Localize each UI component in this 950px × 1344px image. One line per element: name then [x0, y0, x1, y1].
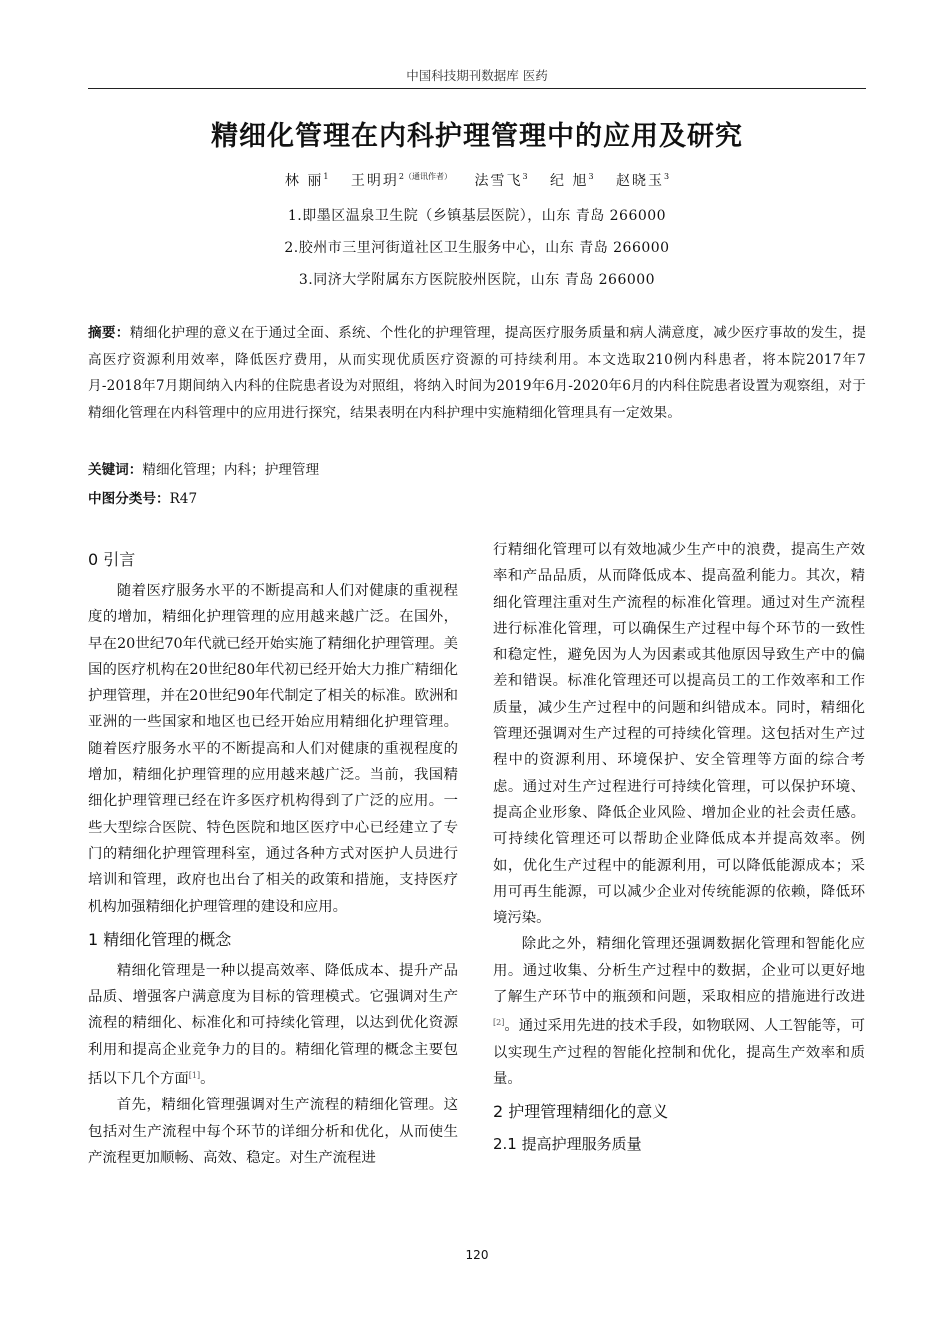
paragraph: 除此之外，精细化管理还强调数据化管理和智能化应用。通过收集、分析生产过程中的数据，企业可以更好地了解生产环节中的瓶颈和问题，采取相应的措施进行改进[2]。通过采用先进的技术手段，如物联网、人工智能等，可以实现生产过程的智能化控制和优化，提高生产效率和质量。 — [493, 936, 865, 1087]
author-list — [88, 170, 866, 190]
citation: [1] — [188, 1071, 201, 1081]
paper-title: 精细化管理在内科护理管理中的应用及研究 — [211, 121, 743, 152]
classification — [88, 487, 866, 507]
right-column — [493, 537, 865, 1160]
author: 林 丽$^1$ — [284, 172, 329, 189]
paragraph: 随着医疗服务水平的不断提高和人们对健康的重视程度的增加，精细化护理管理的应用越来越广泛。在国外，早在20世纪70年代就已经开始实施了精细化护理管理。美国的医疗机构在20世纪80年代初已经开始大力推广精细化护理管理，并在20世纪90年代制定了相关的标准。欧洲和亚洲的一些国家和地区也已经开始应用精细化护理管理。随着医疗服务水平的不断提高和人们对健康的重视程度的增加，精细化护理管理的应用越来越广泛。当前，我国精细化护理管理已经在许多医疗机构得到了广泛的应用。一些大型综合医院、特色医院和地区医疗中心已经建立了专门的精细化护理管理科室，通过各种方式对医护人员进行培训和管理，政府也出台了相关的政策和措施，支持医疗机构加强精细化护理管理的建设和应用。 — [88, 583, 458, 915]
keywords-text: 精细化管理；内科；护理管理 — [142, 462, 320, 478]
subsection-heading: 2.1 提高护理服务质量 — [493, 1135, 642, 1154]
paragraph: 精细化管理是一种以提高效率、降低成本、提升产品品质、增强客户满意度为目标的管理模式。它强调对生产流程的精细化、标准化和可持续化管理，以达到优化资源利用和提高企业竞争力的目的。精细化管理的概念主要包括以下几个方面[1]。 — [88, 962, 458, 1088]
keywords — [88, 458, 866, 478]
author: 王明玥$^{2(通讯作者)}$ — [350, 172, 452, 189]
abstract-label: 摘要： — [88, 325, 130, 341]
page-number: 120 — [465, 1248, 489, 1262]
author: 纪 旭$^3$ — [550, 172, 594, 189]
affiliation: 1.即墨区温泉卫生院（乡镇基层医院），山东 青岛 266000 — [287, 208, 667, 224]
header-rule — [88, 88, 866, 89]
abstract — [88, 320, 866, 426]
section-heading: 2 护理管理精细化的意义 — [493, 1102, 669, 1122]
paragraph: 首先，精细化管理强调对生产流程的精细化管理。这包括对生产流程中每个环节的详细分析和优化，从而使生产流程更加顺畅、高效、稳定。对生产流程进 — [88, 1097, 458, 1166]
citation: [2] — [493, 1018, 505, 1028]
classification-text: R47 — [169, 491, 198, 507]
author: 赵晓玉$^3$ — [616, 172, 670, 189]
running-header: 中国科技期刊数据库 医药 — [406, 68, 548, 83]
paragraph: 行精细化管理可以有效地减少生产中的浪费，提高生产效率和产品品质，从而降低成本、提高盈利能力。其次，精细化管理注重对生产流程的标准化管理。通过对生产流程进行标准化管理，可以确保生产过程中每个环节的一致性和稳定性，避免因为人为因素或其他原因导致生产中的偏差和错误。标准化管理还可以提高员工的工作效率和工作质量，减少生产过程中的问题和纠错成本。同时，精细化管理还强调对生产过程的可持续化管理。这包括对生产过程中的资源利用、环境保护、安全管理等方面的综合考虑。通过对生产过程进行可持续化管理，可以保护环境、提高企业形象、降低企业风险、增加企业的社会责任感。可持续化管理还可以帮助企业降低成本并提高效率。例如，优化生产过程中的能源利用，可以降低能源成本；采用可再生能源，可以减少企业对传统能源的依赖，降低环境污染。 — [493, 542, 865, 927]
abstract-text: 精细化护理的意义在于通过全面、系统、个性化的护理管理，提高医疗服务质量和病人满意度，减少医疗事故的发生，提高医疗资源利用效率，降低医疗费用，从而实现优质医疗资源的可持续利用。本文选取210例内科患者，将本院2017年7月-2018年7月期间纳入内科的住院患者设为对照组，将纳入时间为2019年6月-2020年6月的内科住院患者设置为观察组，对于精细化管理在内科管理中的应用进行探究，结果表明在内科护理中实施精细化管理具有一定效果。 — [88, 325, 866, 421]
affiliation: 3.同济大学附属东方医院胶州医院，山东 青岛 266000 — [298, 272, 656, 288]
left-column — [88, 540, 458, 1171]
section-heading: 0 引言 — [88, 550, 136, 569]
affiliation: 2.胶州市三里河街道社区卫生服务中心，山东 青岛 266000 — [284, 240, 670, 256]
author: 法雪飞$^3$ — [474, 172, 528, 189]
section-heading: 1 精细化管理的概念 — [88, 929, 232, 949]
keywords-label: 关键词： — [88, 462, 143, 478]
classification-label: 中图分类号： — [88, 491, 170, 507]
